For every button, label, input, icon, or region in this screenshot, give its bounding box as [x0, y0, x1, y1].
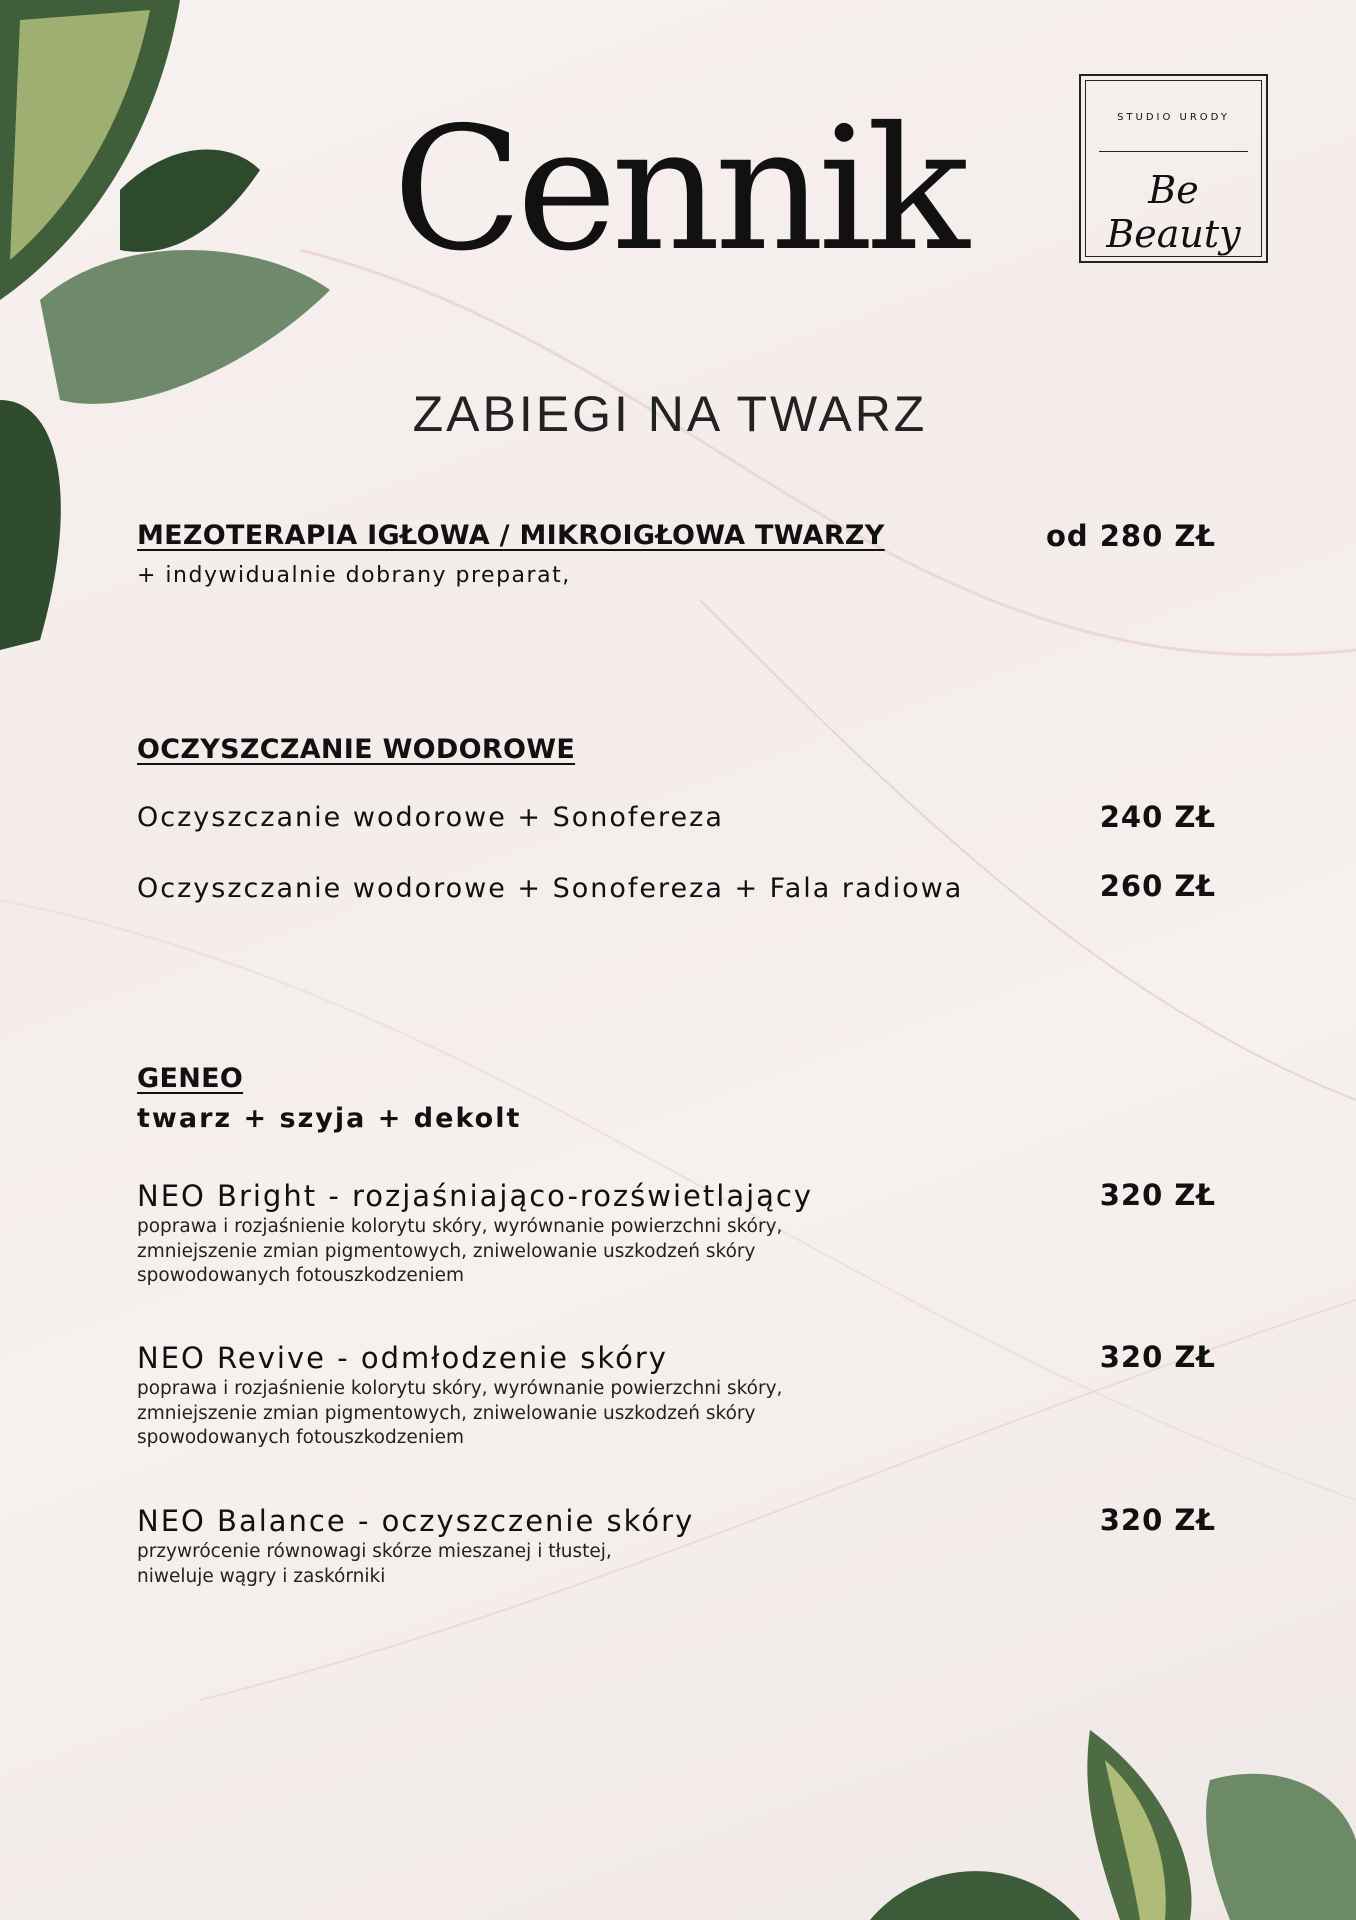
geneo-item-price: 320 ZŁ — [1099, 1178, 1216, 1212]
oczyszczanie-heading: OCZYSZCZANIE WODOROWE — [137, 734, 576, 765]
geneo-item-description: poprawa i rozjaśnienie kolorytu skóry, wyrównanie powierzchni skóry, zmniejszenie zmian pigmentowych, zniwelowanie uszkodzeń skóry spowodowanych fotouszkodzeniem — [137, 1216, 783, 1286]
geneo-item-price: 320 ZŁ — [1099, 1340, 1216, 1374]
logo-tagline: STUDIO URODY — [1117, 112, 1230, 123]
geneo-item-name: NEO Revive - odmłodzenie skóry — [137, 1341, 668, 1375]
logo-name: Be Beauty — [1106, 168, 1241, 256]
oczyszczanie-item-price: 240 ZŁ — [1099, 800, 1216, 834]
leaves-top-left-decoration — [0, 0, 340, 650]
geneo-heading: GENEO — [137, 1063, 244, 1094]
page-title: Cennik — [392, 91, 964, 289]
oczyszczanie-item-name: Oczyszczanie wodorowe + Sonofereza + Fala radiowa — [137, 873, 964, 904]
geneo-subheading: twarz + szyja + dekolt — [137, 1103, 522, 1134]
section-title: ZABIEGI NA TWARZ — [412, 386, 928, 442]
mezoterapia-note: + indywidualnie dobrany preparat, — [137, 563, 571, 588]
mezoterapia-heading: MEZOTERAPIA IGŁOWA / MIKROIGŁOWA TWARZY — [137, 520, 885, 551]
oczyszczanie-item-price: 260 ZŁ — [1099, 869, 1216, 903]
geneo-item-name: NEO Balance - oczyszczenie skóry — [137, 1504, 695, 1538]
logo — [1079, 74, 1268, 263]
geneo-item-price: 320 ZŁ — [1099, 1503, 1216, 1537]
mezoterapia-price: od 280 ZŁ — [1045, 519, 1216, 553]
geneo-item-name: NEO Bright - rozjaśniająco-rozświetlający — [137, 1179, 814, 1213]
oczyszczanie-item-name: Oczyszczanie wodorowe + Sonofereza — [137, 802, 724, 833]
leaves-bottom-right-decoration — [860, 1720, 1356, 1920]
geneo-item-description: poprawa i rozjaśnienie kolorytu skóry, wyrównanie powierzchni skóry, zmniejszenie zmian pigmentowych, zniwelowanie uszkodzeń skóry spowodowanych fotouszkodzeniem — [137, 1378, 783, 1448]
geneo-item-description: przywrócenie równowagi skórze mieszanej i tłustej, niweluje wągry i zaskórniki — [137, 1541, 612, 1587]
